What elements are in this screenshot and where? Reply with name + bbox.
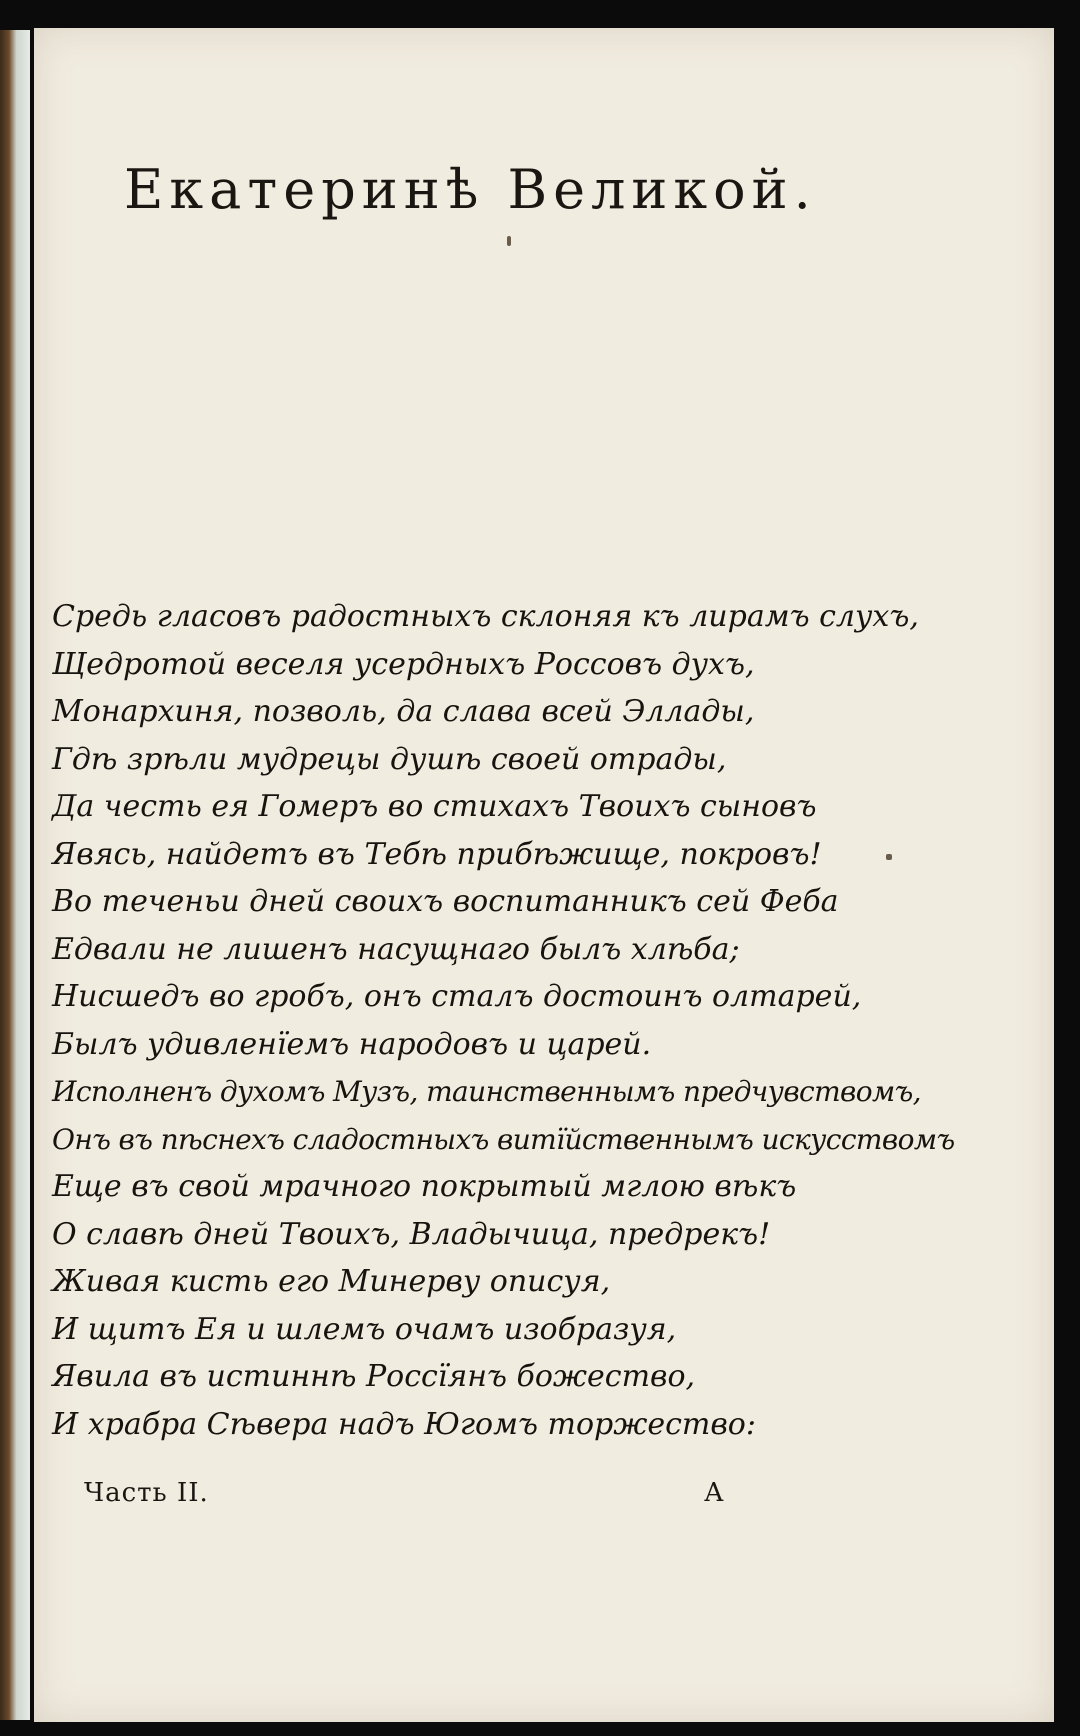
page-sheet	[34, 28, 1054, 1722]
poem-line: И храбра Сѣвера надъ Югомъ торжество:	[52, 1406, 756, 1442]
poem-line: Явясь, найдетъ въ Тебѣ прибѣжище, покровъ!	[52, 836, 822, 872]
poem-line: Средь гласовъ радостныхъ склоняя къ лирамъ слухъ,	[52, 599, 919, 634]
poem-line: Монархиня, позволь, да слава всей Эллады,	[52, 694, 755, 729]
poem-line: И щитъ Ея и шлемъ очамъ изобразуя,	[52, 1311, 677, 1347]
book-spine-edge	[0, 30, 30, 1720]
poem-line: Щедротой веселя усердныхъ Россовъ духъ,	[52, 646, 755, 682]
footer-part-number: Часть II.	[84, 1478, 209, 1508]
poem-line: Живая кисть его Минерву описуя,	[52, 1264, 611, 1299]
poem-line: Былъ удивленїемъ народовъ и царей.	[52, 1026, 652, 1062]
poem-line: Нисшедъ во гробъ, онъ сталъ достоинъ олтарей,	[52, 979, 862, 1014]
poem-line: Исполненъ духомъ Музъ, таинственнымъ предчувствомъ,	[52, 1075, 921, 1108]
footer-signature-mark: А	[704, 1478, 724, 1508]
poem	[52, 593, 1042, 1448]
poem-line: Гдѣ зрѣли мудрецы душѣ своей отрады,	[52, 741, 727, 777]
poem-line: Еще въ свой мрачного покрытый мглою вѣкъ	[52, 1169, 797, 1204]
poem-line: Онъ въ пѣснехъ сладостныхъ витїйственнымъ искусствомъ	[52, 1122, 955, 1156]
poem-line: Во теченьи дней своихъ воспитанникъ сей Феба	[52, 884, 839, 919]
poem-line: О славѣ дней Твоихъ, Владычица, предрекъ!	[52, 1216, 771, 1252]
poem-line: Едвали не лишенъ насущнаго былъ хлѣба;	[52, 931, 740, 967]
ink-speck	[507, 236, 511, 246]
poem-line: Явила въ истиннѣ Россїянъ божество,	[52, 1359, 696, 1394]
poem-line: Да честь ея Гомеръ во стихахъ Твоихъ сыновъ	[52, 789, 817, 824]
page-title: Екатеринѣ Великой.	[124, 158, 817, 221]
